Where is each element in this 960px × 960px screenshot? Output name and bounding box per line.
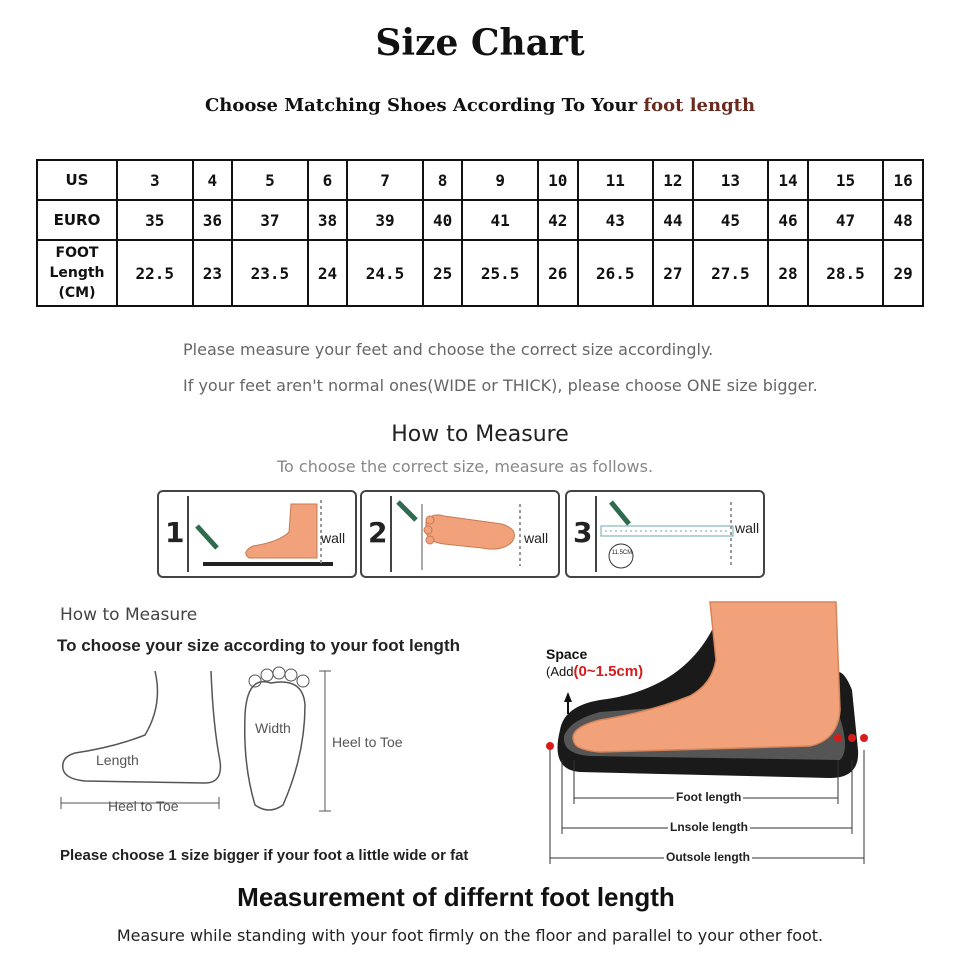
us-size-cell: 6 bbox=[308, 160, 348, 200]
euro-size-cell: 42 bbox=[538, 200, 578, 240]
us-size-cell: 10 bbox=[538, 160, 578, 200]
foot-length-cell: 23.5 bbox=[232, 240, 308, 306]
euro-size-cell: 35 bbox=[117, 200, 193, 240]
subtitle-text: Choose Matching Shoes According To Your bbox=[204, 95, 644, 116]
us-row bbox=[37, 160, 923, 200]
add-range: (0~1.5cm) bbox=[573, 663, 644, 680]
foot-length-cell: 25 bbox=[423, 240, 463, 306]
foot-length-cell: 24 bbox=[308, 240, 348, 306]
us-row-label: US bbox=[37, 160, 117, 200]
foot-length-cell: 22.5 bbox=[117, 240, 193, 306]
measurement-instruction: Measure while standing with your foot firmly on the floor and parallel to your other foot. bbox=[116, 926, 824, 945]
foot-length-row bbox=[37, 240, 923, 306]
us-size-cell: 15 bbox=[808, 160, 884, 200]
foot-length-cell: 23 bbox=[193, 240, 233, 306]
foot-length-cell: 24.5 bbox=[347, 240, 423, 306]
foot-length-row-label bbox=[37, 240, 117, 306]
subtitle-highlight: foot length bbox=[643, 95, 756, 116]
foot-length-cell: 28.5 bbox=[808, 240, 884, 306]
euro-size-cell: 47 bbox=[808, 200, 884, 240]
euro-size-cell: 40 bbox=[423, 200, 463, 240]
foot-label-line3: (CM) bbox=[58, 285, 96, 301]
add-prefix: (Add bbox=[546, 664, 574, 679]
step-number: 1 bbox=[165, 516, 185, 549]
step-panel-1 bbox=[157, 490, 357, 578]
insole-length-label: Lnsole length bbox=[670, 820, 748, 834]
step-number: 3 bbox=[573, 516, 593, 549]
euro-size-cell: 44 bbox=[653, 200, 693, 240]
us-size-cell: 4 bbox=[193, 160, 233, 200]
foot-outline-illustration bbox=[55, 665, 355, 825]
add-range-label bbox=[546, 663, 643, 680]
foot-length-cell: 26.5 bbox=[578, 240, 654, 306]
size-table bbox=[36, 159, 924, 307]
us-size-cell: 7 bbox=[347, 160, 423, 200]
us-size-cell: 16 bbox=[883, 160, 923, 200]
diagram-subtitle: To choose your size according to your foot length bbox=[57, 636, 460, 655]
wide-foot-note: Please choose 1 size bigger if your foot a little wide or fat bbox=[60, 847, 469, 864]
diagram-title: How to Measure bbox=[60, 605, 198, 625]
us-size-cell: 8 bbox=[423, 160, 463, 200]
space-label: Space bbox=[546, 646, 588, 662]
us-size-cell: 9 bbox=[462, 160, 538, 200]
euro-size-cell: 38 bbox=[308, 200, 348, 240]
width-label: Width bbox=[255, 720, 291, 736]
how-to-measure-subtitle: To choose the correct size, measure as follows. bbox=[276, 457, 654, 476]
foot-label-line1: FOOT bbox=[55, 245, 99, 261]
us-size-cell: 13 bbox=[693, 160, 769, 200]
us-size-cell: 14 bbox=[768, 160, 808, 200]
measurement-title: Measurement of differnt foot length bbox=[237, 882, 675, 912]
outsole-length-label: Outsole length bbox=[666, 850, 750, 864]
us-size-cell: 5 bbox=[232, 160, 308, 200]
euro-row bbox=[37, 200, 923, 240]
foot-length-cell: 25.5 bbox=[462, 240, 538, 306]
page-subtitle bbox=[0, 95, 960, 116]
foot-length-cell: 27 bbox=[653, 240, 693, 306]
us-size-cell: 3 bbox=[117, 160, 193, 200]
euro-size-cell: 43 bbox=[578, 200, 654, 240]
euro-size-cell: 37 bbox=[232, 200, 308, 240]
euro-size-cell: 36 bbox=[193, 200, 233, 240]
foot-length-cell: 26 bbox=[538, 240, 578, 306]
measure-badge: 11.5CM bbox=[611, 550, 633, 556]
step-panel-2 bbox=[360, 490, 560, 578]
heel-to-toe-label: Heel to Toe bbox=[108, 798, 179, 814]
wall-label: wall bbox=[735, 520, 760, 536]
how-to-measure-title: How to Measure bbox=[391, 422, 569, 447]
foot-length-label: Foot length bbox=[676, 790, 742, 804]
euro-size-cell: 41 bbox=[462, 200, 538, 240]
us-size-cell: 12 bbox=[653, 160, 693, 200]
euro-size-cell: 48 bbox=[883, 200, 923, 240]
note-wide: If your feet aren't normal ones(WIDE or THICK), please choose ONE size bigger. bbox=[183, 376, 818, 395]
foot-length-cell: 29 bbox=[883, 240, 923, 306]
foot-label-line2: Length bbox=[49, 265, 105, 281]
wall-label: wall bbox=[321, 530, 346, 546]
step-number: 2 bbox=[368, 516, 388, 549]
euro-row-label: EURO bbox=[37, 200, 117, 240]
page-title: Size Chart bbox=[375, 22, 585, 64]
heel-to-toe-label-2: Heel to Toe bbox=[332, 734, 403, 750]
foot-length-cell: 28 bbox=[768, 240, 808, 306]
euro-size-cell: 45 bbox=[693, 200, 769, 240]
length-label: Length bbox=[96, 752, 139, 768]
foot-length-cell: 27.5 bbox=[693, 240, 769, 306]
note-measure: Please measure your feet and choose the correct size accordingly. bbox=[183, 340, 714, 359]
us-size-cell: 11 bbox=[578, 160, 654, 200]
wall-label: wall bbox=[524, 530, 549, 546]
step-panel-3 bbox=[565, 490, 765, 578]
euro-size-cell: 39 bbox=[347, 200, 423, 240]
euro-size-cell: 46 bbox=[768, 200, 808, 240]
